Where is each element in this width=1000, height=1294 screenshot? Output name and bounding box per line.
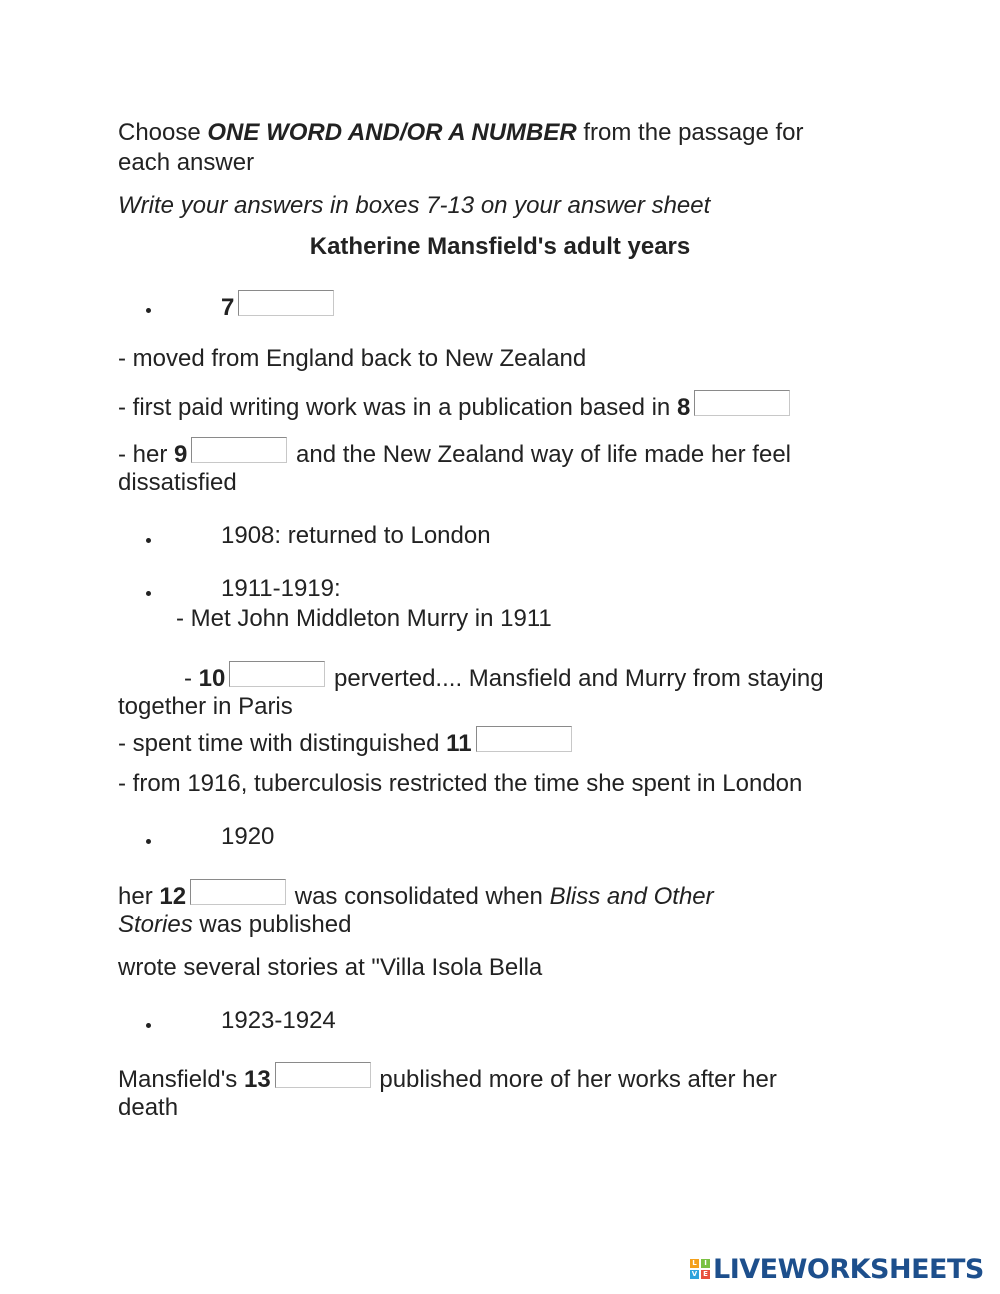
question-8-text: - first paid writing work was in a publication based in xyxy=(118,394,677,421)
book-title-part-1: Bliss and Other xyxy=(549,883,714,910)
question-12-line-2 xyxy=(118,910,351,940)
question-7 xyxy=(221,290,336,323)
question-number-12: 12 xyxy=(159,883,187,910)
question-number-8: 8 xyxy=(676,394,691,421)
bullet-dot xyxy=(146,308,151,313)
answer-box-11[interactable] xyxy=(476,726,572,752)
question-10-text: - xyxy=(184,665,199,692)
question-9 xyxy=(118,437,791,470)
logo-tile: I xyxy=(701,1259,710,1268)
question-11-text: - spent time with distinguished xyxy=(118,730,447,757)
section-title: Katherine Mansfield's adult years xyxy=(309,233,691,260)
question-13-text-end: published more of her works after her xyxy=(372,1066,777,1093)
answer-box-12[interactable] xyxy=(190,879,286,905)
question-8 xyxy=(118,390,792,423)
bullet-dot xyxy=(146,839,151,844)
line-villa: wrote several stories at "Villa Isola Bella xyxy=(118,954,543,981)
question-12-line-2-end: was published xyxy=(192,911,352,938)
bullet-dot xyxy=(146,1023,151,1028)
question-11 xyxy=(118,726,574,759)
question-10 xyxy=(184,661,824,694)
liveworksheets-logo xyxy=(690,1254,984,1284)
bullet-dot xyxy=(146,591,151,596)
question-13 xyxy=(118,1062,777,1095)
answer-box-9[interactable] xyxy=(191,437,287,463)
bullet-dot xyxy=(146,538,151,543)
answer-box-8[interactable] xyxy=(694,390,790,416)
instruction-text: Choose xyxy=(118,119,208,146)
question-number-13: 13 xyxy=(243,1066,271,1093)
instruction-text-end: from the passage for xyxy=(576,119,804,146)
question-number-11: 11 xyxy=(446,730,472,757)
question-12 xyxy=(118,879,714,912)
logo-text: LIVEWORKSHEETS xyxy=(713,1253,984,1285)
bullet-1911: 1911-1919: xyxy=(221,575,341,602)
instruction-line xyxy=(118,118,804,148)
logo-tile: E xyxy=(701,1270,710,1279)
question-9-text-end: and the New Zealand way of life made her feel xyxy=(289,441,791,468)
instruction-line-2: each answer xyxy=(118,149,255,176)
instruction-emphasis: ONE WORD AND/OR A NUMBER xyxy=(207,119,577,146)
question-number-7: 7 xyxy=(221,294,235,321)
answer-box-13[interactable] xyxy=(275,1062,371,1088)
question-9-text: - her xyxy=(118,441,175,468)
question-number-9: 9 xyxy=(174,441,188,468)
question-number-10: 10 xyxy=(198,665,226,692)
book-title-part-2: Stories xyxy=(118,911,193,938)
question-12-text: her xyxy=(118,883,160,910)
question-13-line-2: death xyxy=(118,1094,179,1121)
line-moved: - moved from England back to New Zealand xyxy=(118,345,587,372)
question-13-text: Mansfield's xyxy=(118,1066,244,1093)
question-9-line-2: dissatisfied xyxy=(118,469,237,496)
line-tb: - from 1916, tuberculosis restricted the time she spent in London xyxy=(118,770,803,797)
answer-box-10[interactable] xyxy=(229,661,325,687)
question-10-text-end: perverted.... Mansfield and Murry from staying xyxy=(327,665,824,692)
bullet-1920: 1920 xyxy=(221,823,275,850)
logo-tile: V xyxy=(691,1270,698,1278)
logo-tiles-icon xyxy=(690,1259,710,1279)
subinstruction: Write your answers in boxes 7-13 on your answer sheet xyxy=(118,192,711,219)
bullet-1908: 1908: returned to London xyxy=(221,522,491,549)
question-10-line-2: together in Paris xyxy=(118,693,293,720)
line-met: - Met John Middleton Murry in 1911 xyxy=(176,605,552,632)
logo-tile: L xyxy=(690,1259,699,1268)
bullet-1923: 1923-1924 xyxy=(221,1007,336,1034)
answer-box-7[interactable] xyxy=(238,290,334,316)
question-12-text-end: was consolidated when xyxy=(288,883,550,910)
